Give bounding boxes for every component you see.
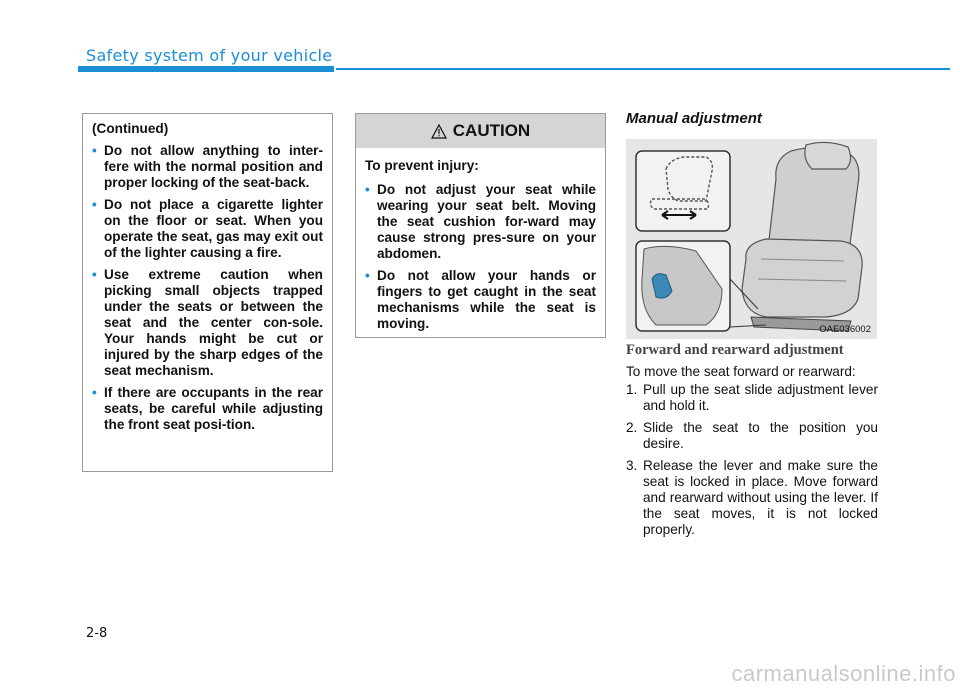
caution-intro: To prevent injury: (365, 158, 479, 173)
caution-box (355, 113, 606, 338)
warning-box (82, 113, 333, 472)
step-item: 3. Release the lever and make sure the seat is locked in place. Move forward and rearward without using the lever. If the seat moves, it is not locked properly. (626, 458, 878, 537)
header-rule-thin (336, 68, 950, 70)
manual-adjustment-heading: Manual adjustment (626, 110, 762, 127)
caution-item: • Do not adjust your seat while wearing your seat belt. Moving the seat cushion for-ward may cause strong pres-sure on your abdomen. (365, 182, 596, 261)
warning-item: • Use extreme caution when picking small objects trapped under the seats or between the seat and the center con-sole. Your hands might be cut or injured by the sharp edges of the seat mechanism. (92, 267, 323, 378)
bullet-icon: • (365, 268, 370, 283)
seat-figure (626, 139, 877, 339)
bullet-icon: • (92, 267, 97, 282)
seat-illustration (626, 139, 877, 339)
warning-item: • Do not place a cigarette lighter on the floor or seat. When you operate the seat, gas may exit out of the lighter causing a fire. (92, 197, 323, 260)
warning-list (92, 143, 323, 433)
section-title: Safety system of your vehicle (86, 46, 333, 65)
caution-header (356, 114, 605, 148)
step-item: 2. Slide the seat to the position you desire. (626, 420, 878, 451)
forward-rearward-heading: Forward and rearward adjustment (626, 342, 844, 358)
header-rule-thick (78, 66, 334, 72)
caution-list (365, 182, 596, 332)
warning-item: • If there are occupants in the rear seats, be careful while adjusting the front seat posi-tion. (92, 385, 323, 432)
bullet-icon: • (92, 385, 97, 400)
caution-body (356, 148, 605, 332)
watermark: carmanualsonline.info (731, 661, 956, 686)
warning-item: • Do not allow anything to inter-fere with the normal position and proper locking of the seat-back. (92, 143, 323, 190)
page-number: 2-8 (86, 626, 108, 641)
instruction-intro: To move the seat forward or rearward: (626, 364, 856, 379)
step-item: 1. Pull up the seat slide adjustment lever and hold it. (626, 382, 878, 413)
bullet-icon: • (92, 143, 97, 158)
continued-label: (Continued) (92, 121, 169, 136)
bullet-icon: • (92, 197, 97, 212)
caution-item: • Do not allow your hands or fingers to get caught in the seat mechanisms while the seat is moving. (365, 268, 596, 331)
instruction-steps (626, 382, 878, 544)
bullet-icon: • (365, 182, 370, 197)
caution-title: CAUTION (452, 121, 531, 140)
warning-triangle-icon (431, 124, 447, 139)
figure-code: OAE036002 (819, 324, 871, 335)
